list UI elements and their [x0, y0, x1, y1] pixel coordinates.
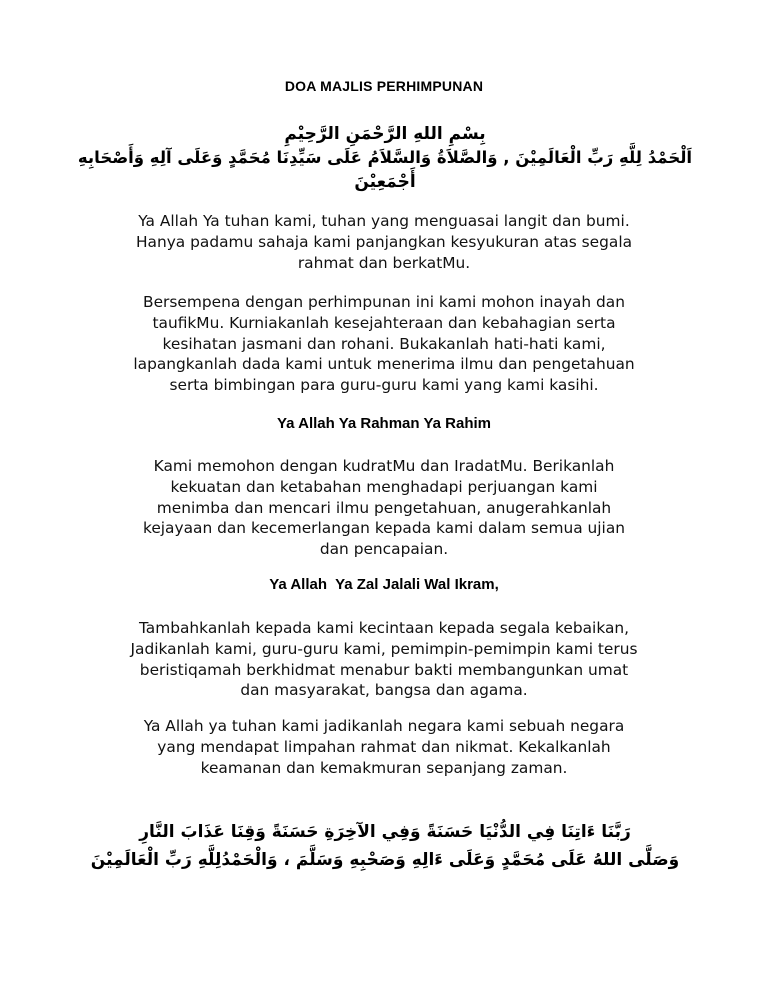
document-title: DOA MAJLIS PERHIMPUNAN: [284, 78, 484, 94]
paragraph-line: Kami memohon dengan kudratMu dan IradatMu. Berikanlah: [153, 457, 615, 475]
basmalah: بِسْمِ اللهِ الرَّحْمَنِ الرَّحِيْمِ: [284, 124, 486, 144]
paragraph-line: keamanan dan kemakmuran sepanjang zaman.: [200, 758, 568, 777]
paragraph-line: beristiqamah berkhidmat menabur bakti membangunkan umat: [139, 660, 629, 679]
opening-arabic-line: أَجْمَعِيْنَ: [354, 172, 416, 192]
paragraph-line: Bersempena dengan perhimpunan ini kami mohon inayah dan: [143, 293, 625, 311]
paragraph-line: yang mendapat limpahan rahmat dan nikmat. Kekalkanlah: [157, 737, 611, 756]
paragraph-2: [110, 292, 658, 396]
paragraph-line: serta bimbingan para guru-guru kami yang kami kasihi.: [169, 376, 599, 395]
paragraph-3: [110, 456, 658, 560]
opening-arabic-prayer: [60, 122, 710, 194]
paragraph-line: Jadikanlah kami, guru-guru kami, pemimpin-pemimpin kami terus: [130, 639, 638, 658]
paragraph-line: Tambahkanlah kepada kami kecintaan kepada segala kebaikan,: [138, 619, 630, 637]
paragraph-line: lapangkanlah dada kami untuk menerima ilmu dan pengetahuan: [133, 355, 635, 374]
paragraph-line: Ya Allah ya tuhan kami jadikanlah negara kami sebuah negara: [143, 717, 625, 735]
paragraph-line: Ya Allah Ya tuhan kami, tuhan yang menguasai langit dan bumi.: [138, 212, 630, 230]
paragraph-line: kesihatan jasmani dan rohani. Bukakanlah hati-hati kami,: [162, 334, 606, 353]
heading-ya-allah-ya-rahman: Ya Allah Ya Rahman Ya Rahim: [277, 415, 491, 432]
paragraph-5: [110, 716, 658, 778]
paragraph-line: menimba dan mencari ilmu pengetahuan, anugerahkanlah: [156, 498, 612, 517]
closing-arabic-prayer: [60, 818, 710, 874]
paragraph-line: rahmat dan berkatMu.: [297, 253, 471, 272]
paragraph-line: taufikMu. Kurniakanlah kesejahteraan dan kebahagian serta: [152, 313, 616, 332]
closing-arabic-line: رَبَّنَا ءَاتِنَا فِي الدُّنْيَا حَسَنَةً وَفِي الآخِرَةِ حَسَنَةً وَقِنَا عَذَابَ النَّارِ: [139, 822, 631, 842]
paragraph-line: kekuatan dan ketabahan menghadapi perjuangan kami: [170, 477, 598, 496]
opening-arabic-line: اَلْحَمْدُ لِلَّهِ رَبِّ الْعَالَمِيْنَ , وَالصَّلاَةُ وَالسَّلاَمُ عَلَى سَيِّدِنَا مُحَمَّدٍ وَعَلَى آلِهِ وَأَصْحَابِهِ: [77, 148, 693, 167]
paragraph-1: [110, 211, 658, 273]
paragraph-4: [110, 618, 658, 701]
paragraph-line: Hanya padamu sahaja kami panjangkan kesyukuran atas segala: [135, 232, 633, 251]
heading-ya-allah-zal-jalali: Ya Allah Ya Zal Jalali Wal Ikram,: [269, 576, 499, 593]
paragraph-line: dan pencapaian.: [319, 540, 449, 559]
paragraph-line: kejayaan dan kecemerlangan kepada kami dalam semua ujian: [142, 519, 626, 538]
closing-arabic-line: وَصَلَّى اللهُ عَلَى مُحَمَّدٍ وَعَلَى ءَالِهِ وَصَحْبِهِ وَسَلَّمَ ، وَالْحَمْدُلِلَّهِ رَبِّ الْعَالَمِيْنَ: [90, 850, 680, 870]
paragraph-line: dan masyarakat, bangsa dan agama.: [240, 681, 528, 700]
